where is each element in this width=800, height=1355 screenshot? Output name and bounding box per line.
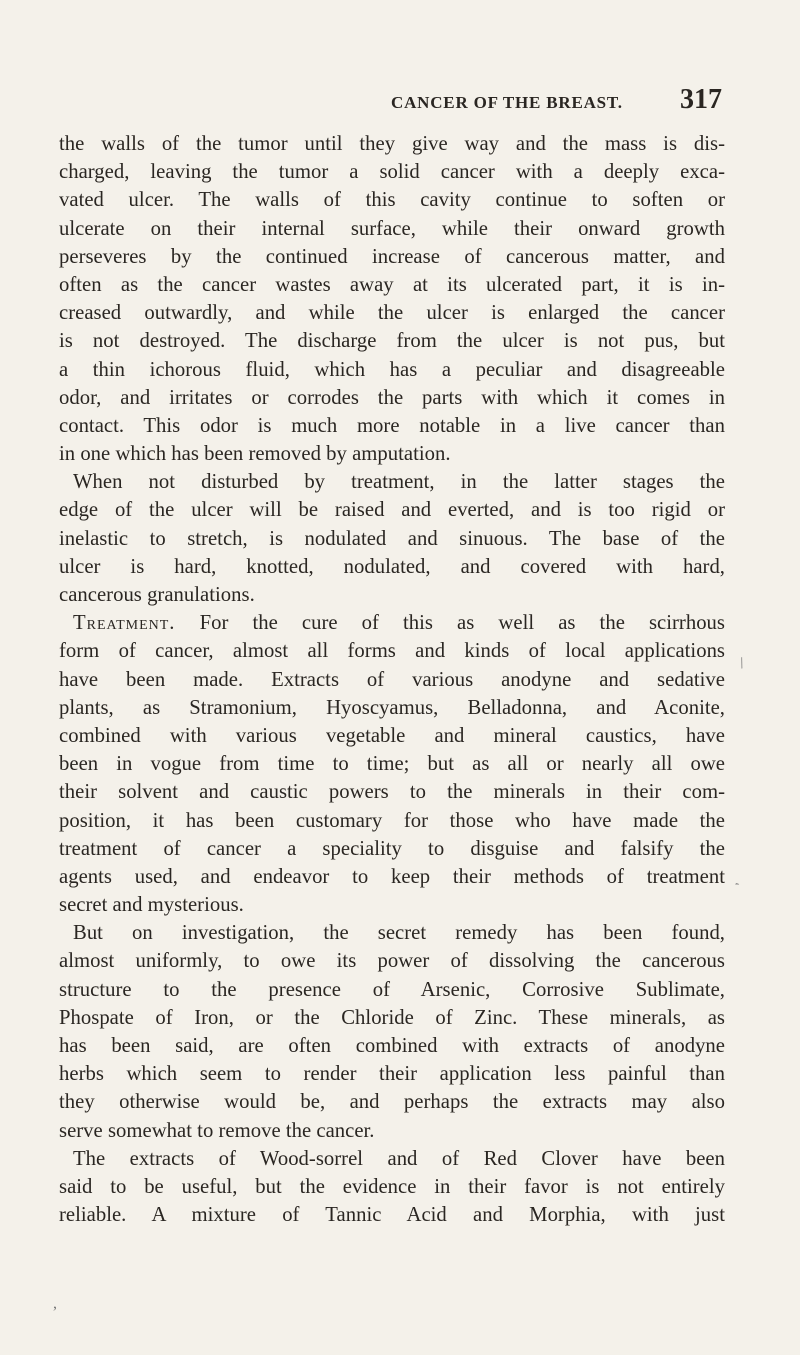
margin-mark: , <box>53 1295 57 1312</box>
text-line: their solvent and caustic powers to the minerals in their com- <box>59 781 725 804</box>
text-line: said to be useful, but the evidence in their favor is not entirely <box>59 1175 725 1198</box>
treatment-heading-line <box>59 609 725 637</box>
text-line: odor, and irritates or corrodes the parts with which it comes in <box>59 386 725 409</box>
text-line: herbs which seem to render their application less painful than <box>59 1063 725 1086</box>
text-line: ulcer is hard, knotted, nodulated, and covered with hard, <box>59 555 725 578</box>
text-line: edge of the ulcer will be raised and everted, and is too rigid or <box>59 499 725 522</box>
text-line: For the cure of this as well as the scirrhous <box>199 612 725 635</box>
text-line: reliable. A mixture of Tannic Acid and Morphia, with just <box>59 1204 725 1227</box>
section-heading-treatment: Treatment. <box>73 612 176 635</box>
body-text <box>59 130 725 1229</box>
text-line: creased outwardly, and while the ulcer is enlarged the cancer <box>59 302 725 325</box>
text-line: cancerous granulations. <box>59 584 255 606</box>
text-line: ulcerate on their internal surface, while their onward growth <box>59 217 725 240</box>
text-line: serve somewhat to remove the cancer. <box>59 1119 375 1142</box>
text-line: the walls of the tumor until they give way and the mass is dis- <box>59 133 725 155</box>
text-line: The extracts of Wood-sorrel and of Red Clover have been <box>73 1147 725 1170</box>
text-line: in one which has been removed by amputation. <box>59 443 451 466</box>
text-line: often as the cancer wastes away at its ulcerated part, it is in- <box>59 273 725 296</box>
text-line: structure to the presence of Arsenic, Corrosive Sublimate, <box>59 978 725 1001</box>
running-head <box>60 86 722 120</box>
text-line: have been made. Extracts of various anodyne and sedative <box>59 668 725 691</box>
text-line: charged, leaving the tumor a solid cancer with a deeply exca- <box>59 161 725 184</box>
text-line: has been said, are often combined with extracts of anodyne <box>59 1035 725 1057</box>
running-title: CANCER OF THE BREAST. <box>391 93 623 112</box>
page-number: 317 <box>680 84 722 115</box>
text-line: position, it has been customary for those who have made the <box>59 809 725 832</box>
text-line: agents used, and endeavor to keep their methods of treatment <box>59 865 725 888</box>
text-line: plants, as Stramonium, Hyoscyamus, Belladonna, and Aconite, <box>59 696 725 719</box>
text-line: vated ulcer. The walls of this cavity continue to soften or <box>59 189 725 212</box>
text-line: they otherwise would be, and perhaps the extracts may also <box>59 1091 725 1114</box>
text-line: form of cancer, almost all forms and kinds of local applications <box>59 640 725 663</box>
text-line: Phospate of Iron, or the Chloride of Zinc. These minerals, as <box>59 1006 725 1029</box>
text-line: been in vogue from time to time; but as all or nearly all owe <box>59 753 725 776</box>
text-line: a thin ichorous fluid, which has a peculiar and disagreeable <box>59 358 725 381</box>
text-line: almost uniformly, to owe its power of dissolving the cancerous <box>59 950 725 973</box>
text-line: contact. This odor is much more notable in a live cancer than <box>59 414 725 437</box>
text-line: When not disturbed by treatment, in the latter stages the <box>73 471 725 494</box>
text-line: secret and mysterious. <box>59 894 244 917</box>
text-line: inelastic to stretch, is nodulated and sinuous. The base of the <box>59 527 725 550</box>
text-line: perseveres by the continued increase of cancerous matter, and <box>59 245 725 268</box>
text-line: is not destroyed. The discharge from the ulcer is not pus, but <box>59 330 725 353</box>
text-line: But on investigation, the secret remedy has been found, <box>73 922 725 945</box>
margin-mark: / <box>737 654 748 673</box>
text-line: treatment of cancer a speciality to disguise and falsify the <box>59 837 725 860</box>
text-line: combined with various vegetable and mineral caustics, have <box>59 724 725 747</box>
margin-mark: ` <box>733 880 748 898</box>
